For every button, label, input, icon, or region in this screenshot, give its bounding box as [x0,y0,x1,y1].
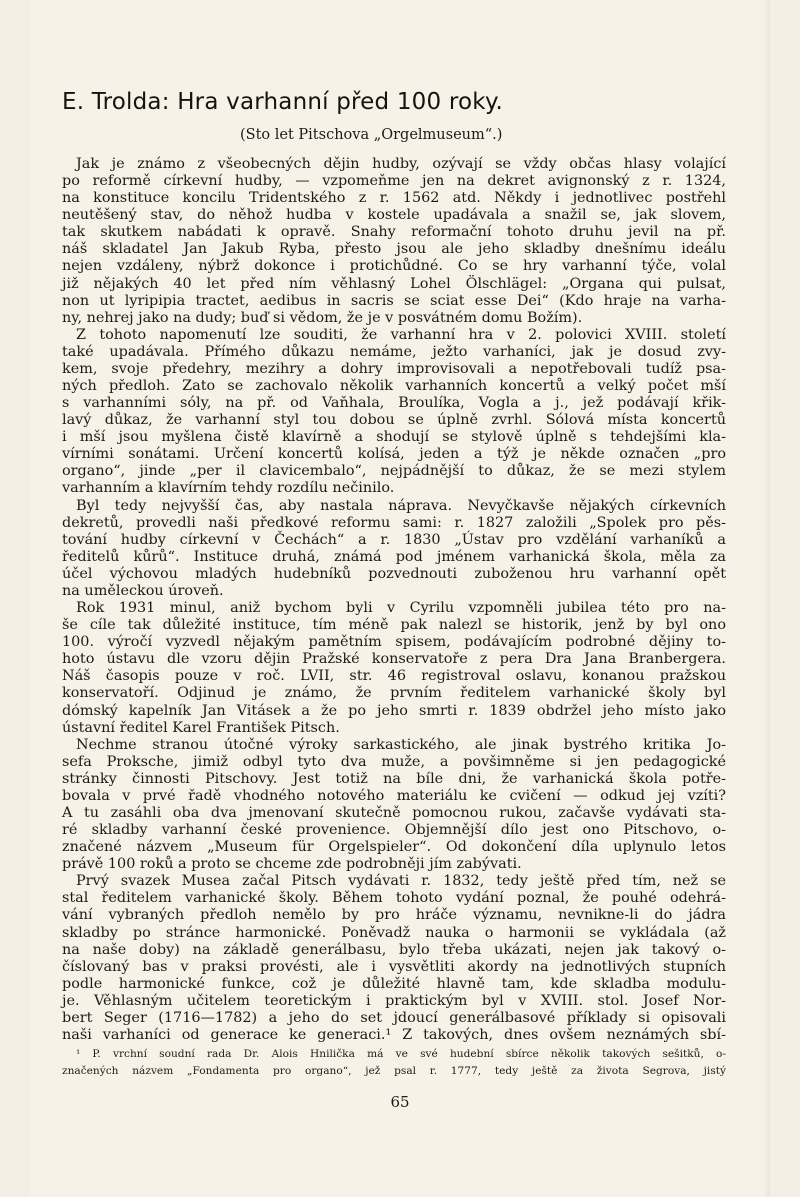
footnotes [62,1046,726,1080]
text-line: 100. výročí vyzvedl nějakým pamětním spisem, podávajícím podrobné dějiny to- [62,634,726,651]
text-line: tak skutkem nabádati k opravě. Snahy reformační tohoto druhu jevil na př. [62,224,726,241]
text-line: lavý důkaz, že varhanní styl tou dobou se úplně zvrhl. Sólová místa koncertů [62,412,726,429]
text-line: non ut lyripipia tractet, aedibus in sacris se sciat esse Dei“ (Kdo hraje na varha- [62,292,726,309]
text-line: sefa Proksche, jimiž odbyl tyto dva muže, a povšimněme si jen pedagogické [62,753,726,770]
text-line: naši varhaníci od generace ke generaci.¹ Z takových, dnes ovšem neznámých sbí- [62,1026,726,1043]
text-line: vání vybraných předloh nemělo by pro hráče významu, nevnikne-li do jádra [62,907,726,924]
text-line: na uměleckou úroveň. [62,582,224,599]
text-line: varhanním a klavírním tehdy rozdílu nečinilo. [62,480,395,497]
text-line: ných předloh. Zato se zachovalo několik varhanních koncertů a velký počet mší [62,378,726,395]
text-line: stal ředitelem varhanické školy. Během tohoto vydání poznal, že pouhé odehrá- [62,890,726,907]
text-line: dekretů, provedli naši předkové reformu sami: r. 1827 založili „Spolek pro pěs- [62,514,726,531]
page-number: 65 [390,1093,410,1111]
text-line: i mší jsou myšlena čistě klavírně a shodují se stylově úplně s tehdejšími kla- [62,429,726,446]
text-line: Byl tedy nejvyšší čas, aby nastala náprava. Nevyčkavše nějakých církevních [76,497,726,514]
text-line: še cíle tak důležité instituce, tím méně pak nalezl se historik, jenž by byl ono [62,617,726,634]
text-line: již nějakých 40 let před ním věhlasný Lohel Ölschlägel: „Organa qui pulsat, [62,275,726,292]
text-line: s varhanními sóly, na př. od Vaňhala, Broulíka, Vogla a j., jež podávají křik- [62,395,726,412]
text-line: nejen vzdáleny, nýbrž dokonce i protichůdné. Co se hry varhanní týče, volal [62,258,726,275]
text-line: tování hudby církevní v Čechách“ a r. 1830 „Ústav pro vzdělání varhaníků a [62,531,726,548]
text-line: bert Seger (1716—1782) a jeho do set jdoucí generálbasové příklady si opisovali [62,1009,726,1026]
text-line: Rok 1931 minul, aniž bychom byli v Cyrilu vzpomněli jubilea této pro na- [76,600,726,617]
text-line: po reformě církevní hudby, — vzpomeňme jen na dekret avignonský z r. 1324, [62,173,726,190]
text-line: na naše doby) na základě generálbasu, bylo třeba ukázati, nejen jak takový o- [62,941,726,958]
text-line: právě 100 roků a proto se chceme zde podrobněji jím zabývati. [62,856,522,873]
text-line: kem, svoje předehry, mezihry a dohry improvisovali a nepotřebovali tudíž psa- [62,360,726,377]
page [30,0,770,1197]
text-line: je. Věhlasným učitelem teoretickým i praktickým byl v XVIII. stol. Josef Nor- [62,992,726,1009]
text-line: stránky činnosti Pitschovy. Jest totiž na bíle dni, že varhanická škola potře- [62,770,726,787]
text-line: dómský kapelník Jan Vitásek a že po jeho smrti r. 1839 obdržel jeho místo jako [62,702,726,719]
article-title: E. Trolda: Hra varhanní před 100 roky. [62,89,504,115]
text-line: náš skladatel Jan Jakub Ryba, přesto jsou ale jeho skladby dnešnímu ideálu [62,241,726,258]
page-edge-shadow [764,0,770,1197]
text-line: na konstituce koncilu Tridentského z r. 1562 atd. Někdy i jednotlivec postřehl [62,190,726,207]
text-line: skladby po stránce harmonické. Poněvadž nauka o harmonii se vykládala (až [62,924,726,941]
article-subtitle: (Sto let Pitschova „Orgelmuseum“.) [240,127,503,143]
text-line: Z tohoto napomenutí lze souditi, že varhanní hra v 2. polovici XVIII. století [76,326,726,343]
footnote-line: značených názvem „Fondamenta pro organo“, jež psal r. 1777, tedy ještě za života Segrova, jistý [62,1065,726,1077]
text-line: ředitelů kůrů“. Instituce druhá, známá pod jménem varhanická škola, měla za [62,548,726,565]
text-line: podle harmonické funkce, což je důležité hlavně tam, kde skladba modulu- [62,975,726,992]
text-line: hoto ústavu dle vzoru dějin Pražské konservatoře z pera Dra Jana Branbergera. [62,651,726,668]
text-line: Nechme stranou útočné výroky sarkastického, ale jinak bystrého kritika Jo- [76,736,726,753]
text-line: ny, nehrej jako na dudy; buď si vědom, že je v posvátném domu Božím). [62,309,583,326]
text-line: Náš časopis pouze v roč. LVII, str. 46 registroval oslavu, konanou pražskou [62,668,726,685]
footnote-line: ¹ P. vrchní soudní rada Dr. Alois Hnilička má ve své hudební sbírce několik takových sešitků, o- [76,1048,726,1060]
article-body [62,156,726,1044]
text-line: účel výchovou mladých hudebníků pozvednouti zuboženou hru varhanní opět [62,565,726,582]
text-line: Jak je známo z všeobecných dějin hudby, ozývají se vždy občas hlasy volající [76,156,726,172]
text-line: ré skladby varhanní české provenience. Objemnější dílo jest ono Pitschovo, o- [62,822,726,839]
text-line: konservatoří. Odjinud je známo, že prvním ředitelem varhanické školy byl [62,685,726,702]
text-line: také upadávala. Přímého důkazu nemáme, ježto varhaníci, jak je dosud zvy- [62,343,726,360]
text-line: Prvý svazek Musea začal Pitsch vydávati r. 1832, tedy ještě před tím, než se [76,873,726,890]
text-line: značené názvem „Museum für Orgelspieler“. Od dokončení díla uplynulo letos [62,839,726,856]
text-line: číslovaný bas v praksi provésti, ale i vysvětliti akordy na jednotlivých stupních [62,958,726,975]
text-line: bovala v prvé řadě vhodného notového materiálu ke cvičení — odkud jej vzíti? [62,787,726,804]
text-line: ústavní ředitel Karel František Pitsch. [62,719,340,736]
text-line: A tu zasáhli oba dva jmenovaní skutečně pomocnou rukou, začavše vydávati sta- [62,804,726,821]
text-line: neutěšený stav, do něhož hudba v kostele upadávala a snažil se, jak slovem, [62,207,726,224]
text-line: vírními sonátami. Určení koncertů kolísá, jeden a týž je někde označen „pro [62,446,726,463]
text-line: organo“, jinde „per il clavicembalo“, nejpádnější to důkaz, že se mezi stylem [62,463,726,480]
